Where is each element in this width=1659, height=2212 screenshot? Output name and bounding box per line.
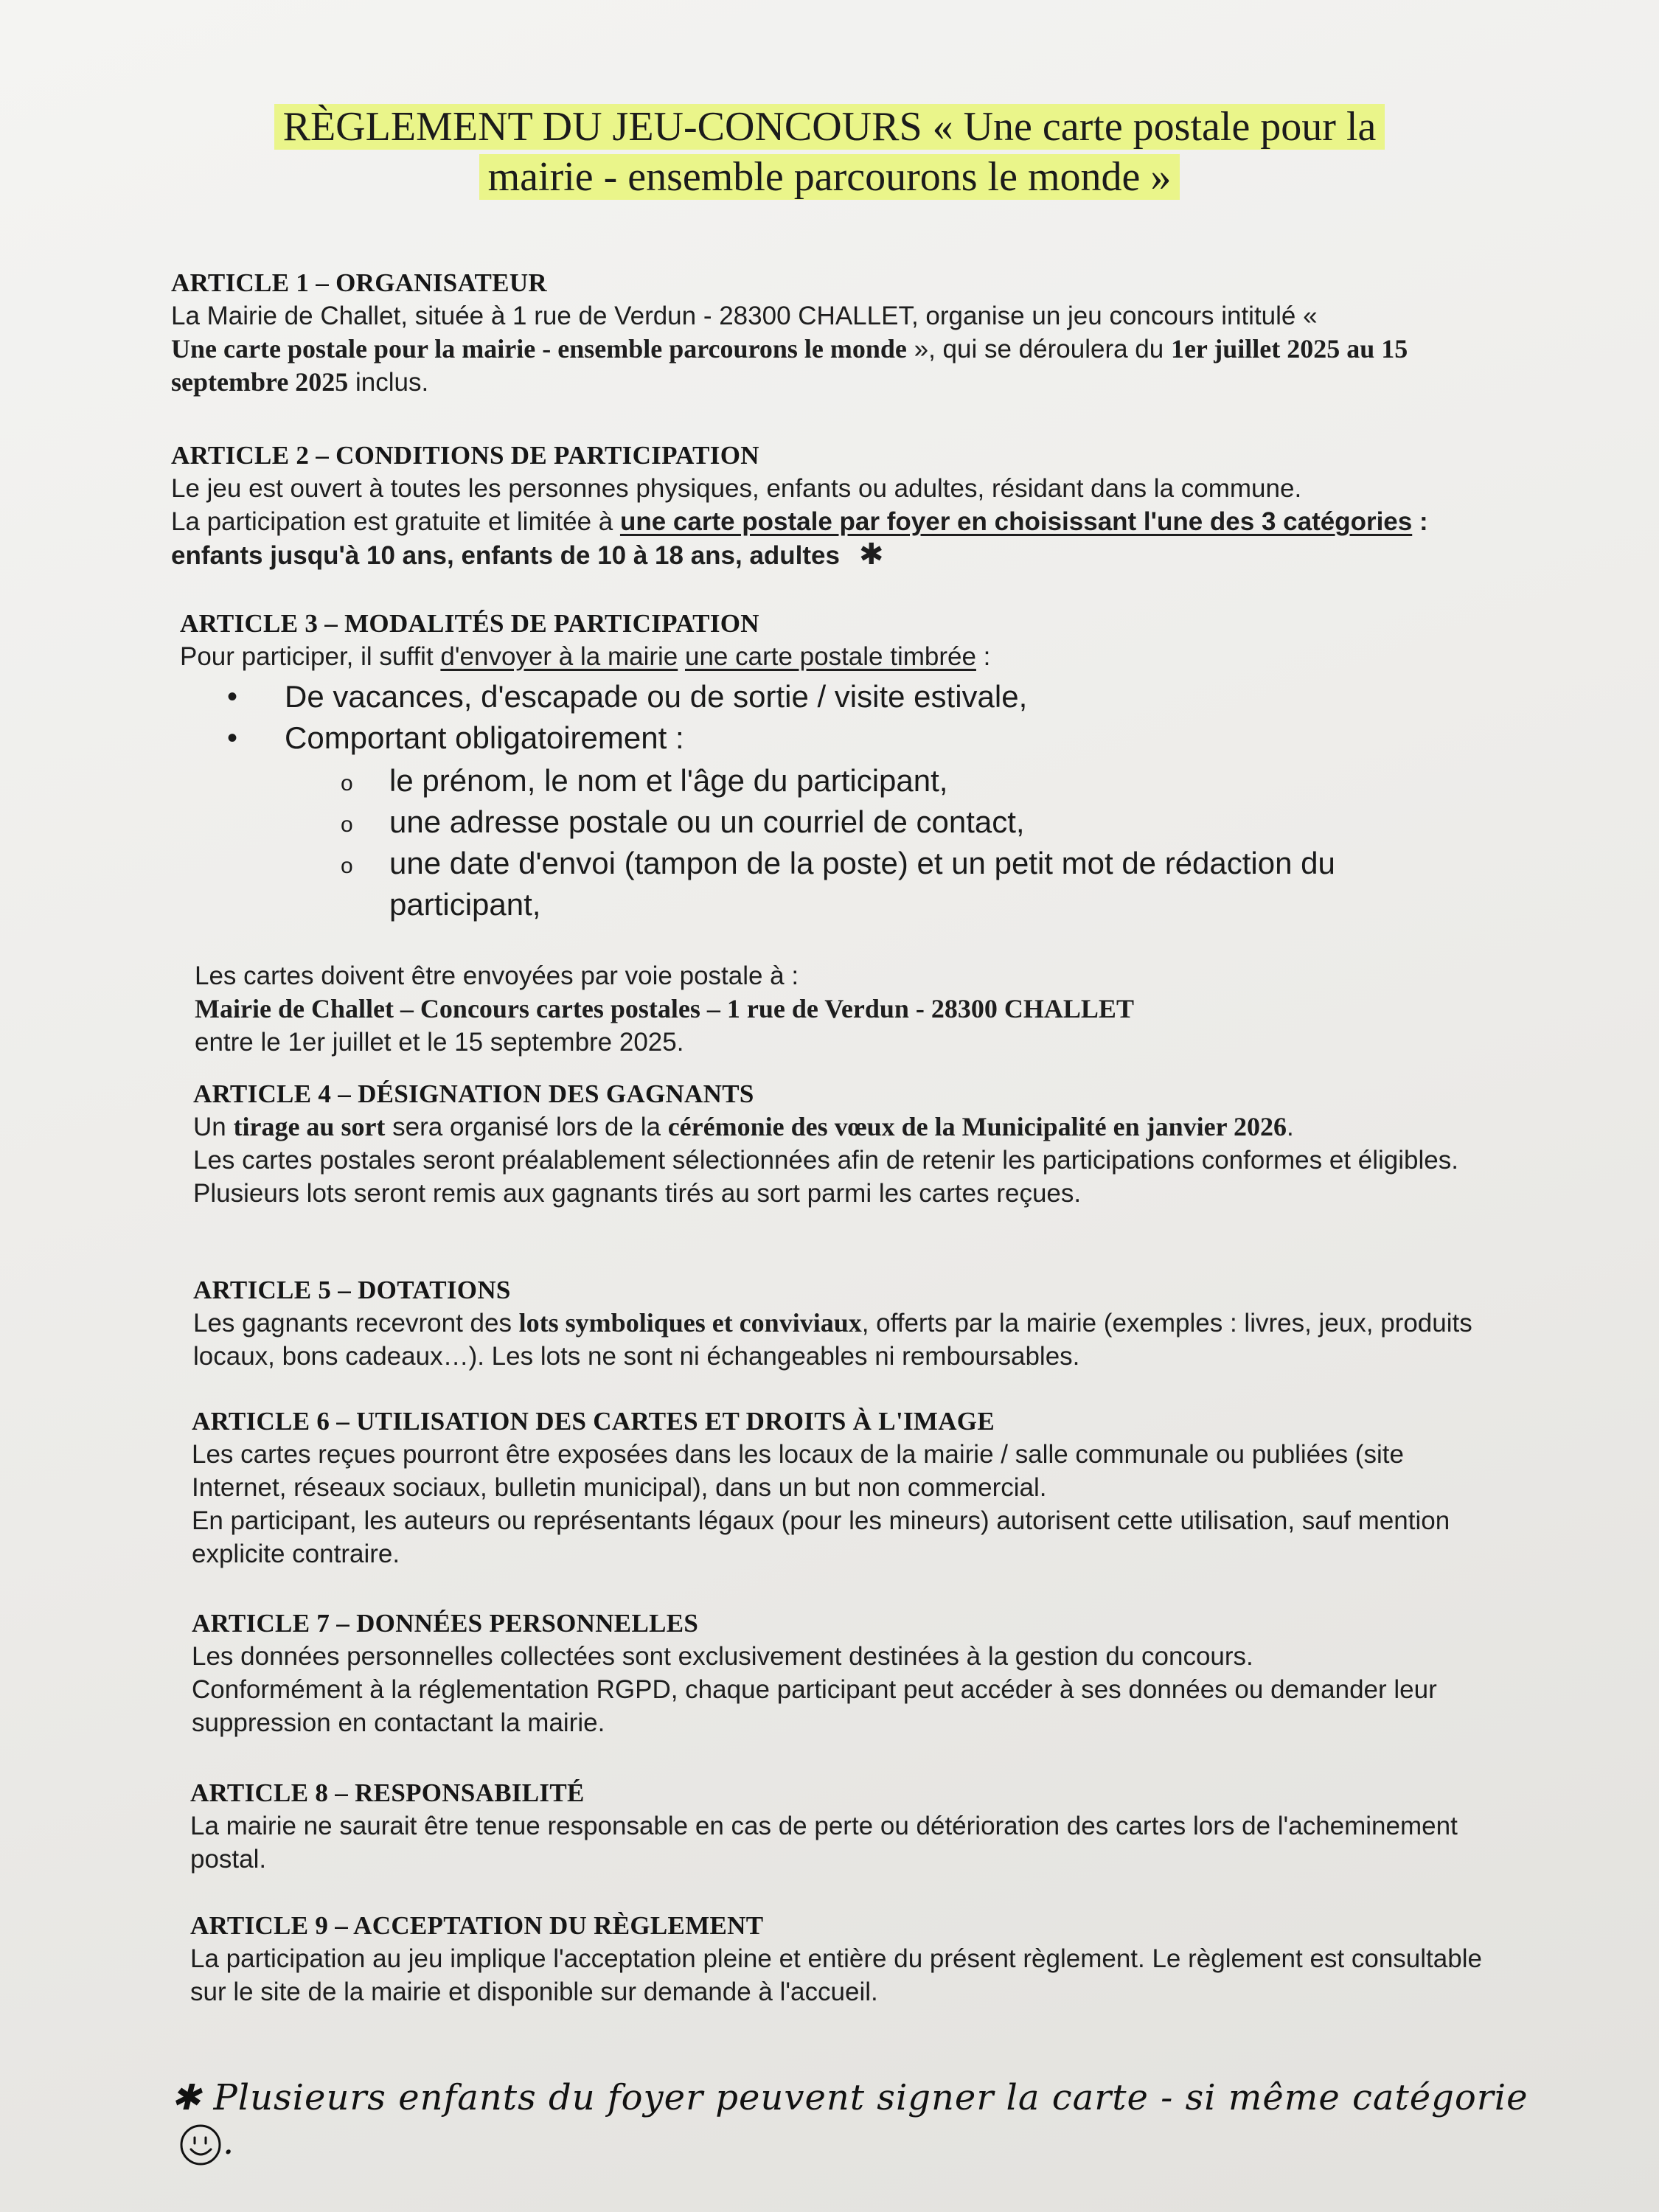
article-9-body: La participation au jeu implique l'acceptation pleine et entière du présent règlement. Le règlement est consultable sur le site de la mairie et disponible sur demande à l'accueil. [190, 1944, 1482, 2006]
article-7-title: ARTICLE 7 – DONNÉES PERSONNELLES [192, 1609, 699, 1638]
article-3-intro: Pour participer, il suffit d'envoyer à la mairie une carte postale timbrée : [180, 642, 991, 671]
article-5 [193, 1274, 1476, 1373]
article-4-title: ARTICLE 4 – DÉSIGNATION DES GAGNANTS [193, 1079, 754, 1108]
article-5-body: Les gagnants recevront des lots symboliques et conviviaux, offerts par la mairie (exemples : livres, jeux, produits locaux, bons cadeaux…). Les lots ne sont ni échangeables ni remboursables. [193, 1308, 1472, 1371]
asterisk-mark-icon: ✱ [859, 538, 884, 571]
article-4 [193, 1078, 1491, 1210]
list-item: o une adresse postale ou un courriel de contact, [180, 801, 1507, 843]
article-2-title: ARTICLE 2 – CONDITIONS DE PARTICIPATION [171, 441, 759, 470]
article-7-body: Les données personnelles collectées sont exclusivement destinées à la gestion du concours. Conformément à la réglementation RGPD, chaque participant peut accéder à ses données ou demander leur suppression en contactant la mairie. [192, 1642, 1437, 1737]
article-6 [192, 1405, 1489, 1571]
handwritten-footnote: ✱ Plusieurs enfants du foyer peuvent signer la carte - si même catégorie . [171, 2076, 1557, 2167]
footnote-text: Plusieurs enfants du foyer peuvent signer la carte - si même catégorie [213, 2077, 1528, 2118]
smiley-face-icon [178, 2123, 223, 2167]
article-1-body: La Mairie de Challet, située à 1 rue de Verdun - 28300 CHALLET, organise un jeu concours intitulé « Une carte postale pour la mairie - ensemble parcourons le monde », qui se déroulera du 1er juillet 2025 au 15 septembre 2025 inclus. [171, 302, 1408, 397]
article-9-title: ARTICLE 9 – ACCEPTATION DU RÈGLEMENT [190, 1911, 764, 1940]
article-8-body: La mairie ne saurait être tenue responsable en cas de perte ou détérioration des cartes lors de l'acheminement postal. [190, 1812, 1458, 1874]
participation-list [180, 676, 1507, 925]
sending-address: Les cartes doivent être envoyées par voie postale à : Mairie de Challet – Concours cartes postales – 1 rue de Verdun - 28300 CHALLET entre le 1er juillet et le 15 septembre 2025. [195, 961, 1134, 1057]
article-6-title: ARTICLE 6 – UTILISATION DES CARTES ET DROITS À L'IMAGE [192, 1407, 995, 1436]
article-3-title: ARTICLE 3 – MODALITÉS DE PARTICIPATION [180, 609, 759, 638]
article-2-body: Le jeu est ouvert à toutes les personnes physiques, enfants ou adultes, résidant dans la commune. La participation est gratuite et limitée à une carte postale par foyer en choisissant l'une des 3 catégories : enfants jusqu'à 10 ans, enfants de 10 à 18 ans, adultes ✱ [171, 474, 1428, 571]
article-3 [180, 608, 1507, 1059]
asterisk-mark-icon: ✱ [171, 2077, 202, 2118]
article-8 [190, 1777, 1473, 1876]
document-title [0, 102, 1659, 202]
article-5-title: ARTICLE 5 – DOTATIONS [193, 1276, 511, 1304]
article-4-body: Un tirage au sort sera organisé lors de la cérémonie des vœux de la Municipalité en janvier 2026. Les cartes postales seront préalablement sélectionnées afin de retenir les participations conformes et éligibles. Plusieurs lots seront remis aux gagnants tirés au sort parmi les cartes reçues. [193, 1112, 1458, 1208]
list-item: • De vacances, d'escapade ou de sortie / visite estivale, [180, 676, 1507, 717]
article-1 [171, 267, 1498, 399]
article-9 [190, 1910, 1495, 2008]
article-2 [171, 439, 1498, 572]
title-line-1: RÈGLEMENT DU JEU-CONCOURS « Une carte postale pour la [274, 104, 1385, 150]
list-item: o une date d'envoi (tampon de la poste) et un petit mot de rédaction du participant, [180, 843, 1466, 925]
required-items-list [285, 760, 1507, 925]
list-item: o le prénom, le nom et l'âge du participant, [180, 760, 1507, 801]
article-8-title: ARTICLE 8 – RESPONSABILITÉ [190, 1778, 585, 1807]
title-line-2: mairie - ensemble parcourons le monde » [479, 154, 1180, 200]
list-item: • Comportant obligatoirement : o le prénom, le nom et l'âge du participant, o une adresse postale ou un courriel de contact, o une date d'envoi (tampon de la poste) et un petit mot de rédaction du participant, [180, 717, 1507, 925]
article-6-body: Les cartes reçues pourront être exposées dans les locaux de la mairie / salle communale ou publiées (site Internet, réseaux sociaux, bulletin municipal), dans un but non commercial. En participant, les auteurs ou représentants légaux (pour les mineurs) autorisent cette utilisation, sauf mention explicite contraire. [192, 1440, 1450, 1568]
article-7 [192, 1607, 1475, 1739]
article-1-title: ARTICLE 1 – ORGANISATEUR [171, 268, 547, 297]
